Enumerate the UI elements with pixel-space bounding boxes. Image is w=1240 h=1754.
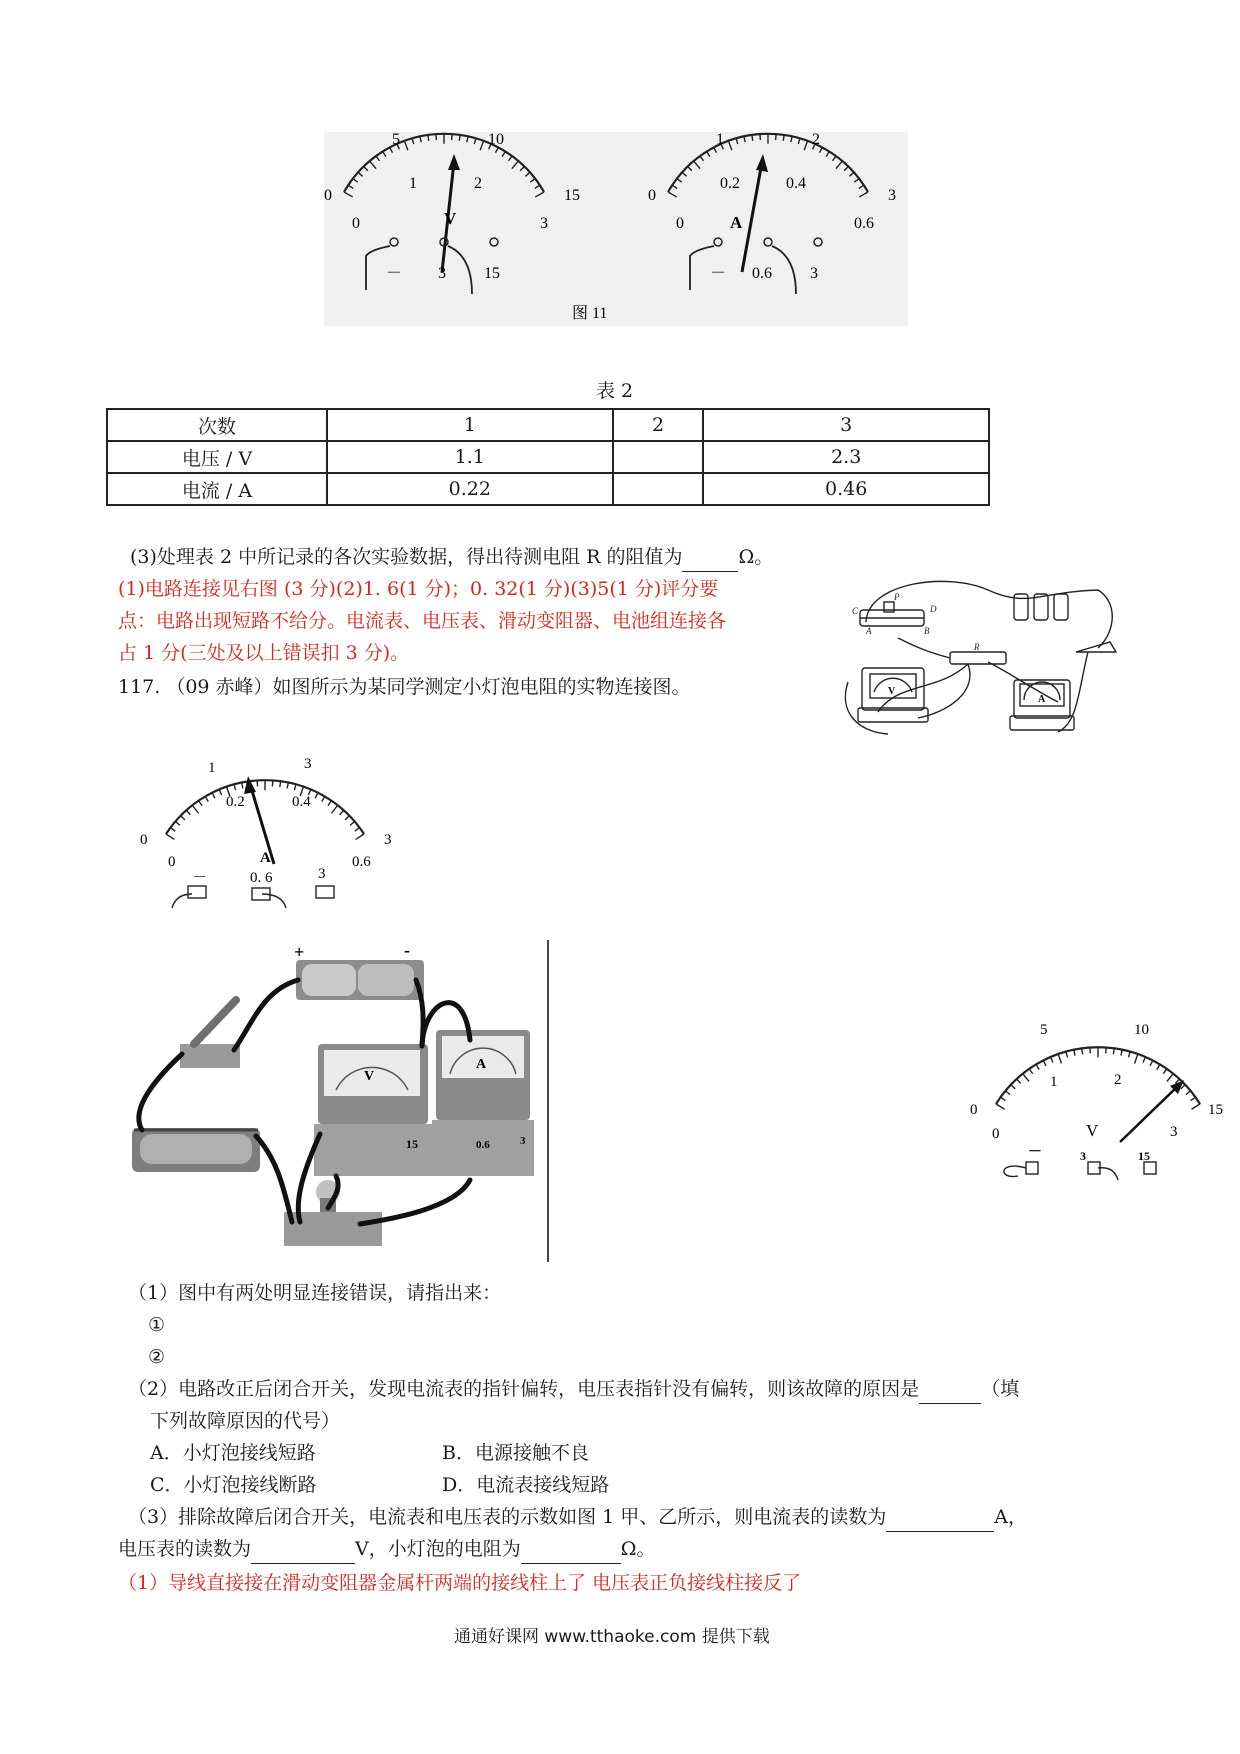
scale-tick xyxy=(1163,1069,1166,1074)
photo-ammeter-label: A xyxy=(476,1057,487,1072)
scale-tick xyxy=(1074,1050,1075,1056)
fig11-v-inner-2: 2 xyxy=(474,175,482,192)
small-ammeter-inner-1: 0.2 xyxy=(226,794,245,810)
question-1: （1）图中有两处明显连接错误，请指出来： xyxy=(128,1282,502,1304)
circuit-photo-svg xyxy=(124,940,540,1258)
scale-tick xyxy=(166,834,174,839)
right-voltmeter-inner-3: 3 xyxy=(1170,1124,1178,1140)
fig11-v-outer-0: 0 xyxy=(324,187,332,204)
scale-tick xyxy=(996,1104,1005,1109)
scale-tick xyxy=(1066,1052,1068,1058)
question-2-text: （2）电路改正后闭合开关，发现电流表的指针偏转，电压表指针没有偏转，则该故障的原因是 xyxy=(128,1378,920,1400)
circuit-photo xyxy=(124,940,540,1258)
right-voltmeter-inner-1: 1 xyxy=(1050,1074,1058,1090)
scale-tick xyxy=(480,141,483,150)
small-ammeter-inner-0: 0 xyxy=(168,854,176,870)
question-3-unit-a: A， xyxy=(994,1506,1027,1528)
scale-tick xyxy=(186,810,190,814)
fig11-a-inner-0: 0 xyxy=(676,215,684,232)
scale-tick xyxy=(242,783,243,789)
scale-tick xyxy=(1113,1048,1114,1054)
small-ammeter xyxy=(132,744,402,908)
scale-tick xyxy=(175,821,180,825)
scale-tick xyxy=(736,138,738,144)
fig11-a-term-1: 0.6 xyxy=(752,265,772,282)
question-2-blank xyxy=(919,1381,981,1404)
scale-tick xyxy=(390,147,393,152)
table-row xyxy=(107,409,989,441)
right-voltmeter-symbol: V xyxy=(1086,1121,1099,1140)
scale-tick xyxy=(791,136,792,142)
table2-title: 表 2 xyxy=(596,380,634,402)
scale-tick xyxy=(212,793,215,798)
table-cell: 1.1 xyxy=(327,441,613,473)
table-row xyxy=(107,441,989,473)
scale-tick xyxy=(677,179,682,183)
question-3-text: （3）排除故障后闭合开关，电流表和电压表的示数如图 1 甲、乙所示，则电流表的读数为 xyxy=(128,1506,887,1528)
question-2-end: （填 xyxy=(981,1378,1020,1400)
option-d: D．电流表接线短路 xyxy=(442,1474,610,1496)
scale-tick xyxy=(682,172,686,176)
figure-11 xyxy=(324,132,908,326)
option-c: C．小灯泡接线断路 xyxy=(150,1474,317,1496)
scale-tick xyxy=(798,138,800,144)
table-row xyxy=(107,473,989,505)
scale-tick xyxy=(287,783,288,789)
q3-text: (3)处理表 2 中所记录的各次实验数据，得出待测电阻 R 的阻值为 xyxy=(130,546,683,568)
fig11-a-outer-2: 2 xyxy=(812,132,820,148)
right-voltmeter-outer-2: 10 xyxy=(1134,1022,1149,1038)
scale-tick xyxy=(744,136,745,142)
photo-a-terminals: 0.6 xyxy=(476,1139,490,1151)
scale-tick xyxy=(199,801,202,806)
scale-tick xyxy=(1001,1097,1006,1100)
scale-tick xyxy=(1043,1060,1046,1065)
table-header-cell: 1 xyxy=(327,409,613,441)
question-3-voltage-text: 电压表的读数为 xyxy=(118,1538,252,1560)
question-2-line-1 xyxy=(128,1374,1019,1404)
table-cell: 2.3 xyxy=(703,441,989,473)
right-voltmeter-term-2: 15 xyxy=(1138,1149,1150,1163)
question-3-line-1 xyxy=(128,1502,1027,1532)
scale-tick xyxy=(1143,1057,1145,1063)
scale-tick xyxy=(420,136,421,142)
photo-a-terminal3: 3 xyxy=(520,1135,526,1147)
scale-tick xyxy=(1058,1054,1061,1063)
scale-tick xyxy=(1082,1048,1083,1054)
final-answer: （1）导线直接接在滑动变阻器金属杆两端的接线柱上了 电压表正负接线柱接反了 xyxy=(118,1572,802,1594)
fig11-v-term-0: － xyxy=(386,265,403,282)
scale-tick xyxy=(348,185,353,188)
scale-tick xyxy=(804,141,807,150)
photo-minus-label: - xyxy=(404,940,410,960)
scale-tick xyxy=(1192,1104,1201,1109)
right-voltmeter-outer-3: 15 xyxy=(1208,1102,1223,1118)
scale-tick xyxy=(535,185,540,188)
circuit-label-p: P xyxy=(894,592,900,602)
scale-tick xyxy=(205,796,208,801)
fig11-a-outer-1: 1 xyxy=(716,132,724,148)
answer-line-1: (1)电路连接见右图 (3 分)(2)1. 6(1 分)；0. 32(1 分)(3)5(1 分)评分要 xyxy=(118,578,719,600)
scale-tick xyxy=(1129,1052,1131,1058)
scale-tick xyxy=(707,151,710,156)
scale-tick xyxy=(859,185,864,188)
fig11-a-symbol: A xyxy=(730,213,743,232)
scale-tick xyxy=(512,161,518,169)
scale-tick xyxy=(688,166,692,170)
scale-tick xyxy=(181,816,185,820)
photo-plus-label: + xyxy=(294,942,305,962)
scale-tick xyxy=(495,147,498,152)
scale-tick xyxy=(356,834,364,839)
figure-11-svg xyxy=(324,132,908,326)
scale-tick xyxy=(364,166,368,170)
small-ammeter-outer-2: 3 xyxy=(304,756,312,772)
fig11-a-term-0: － xyxy=(710,265,727,282)
fig11-ammeter xyxy=(648,132,896,294)
scale-tick xyxy=(322,796,325,801)
scale-tick xyxy=(819,147,822,152)
small-ammeter-inner-3: 0.6 xyxy=(352,854,371,870)
scale-tick xyxy=(859,192,868,197)
photo-voltmeter-label: V xyxy=(364,1069,375,1084)
fig11-v-term-1: 3 xyxy=(438,265,446,282)
circuit-voltmeter-label: V xyxy=(888,686,896,697)
scale-tick xyxy=(1011,1085,1015,1089)
scale-tick xyxy=(530,179,535,183)
scale-tick xyxy=(467,136,468,142)
right-voltmeter-term-0: － xyxy=(1028,1145,1042,1160)
scale-tick xyxy=(844,166,848,170)
scale-tick xyxy=(328,801,331,806)
scale-tick xyxy=(700,156,704,161)
table-cell: 0.46 xyxy=(703,473,989,505)
scale-tick xyxy=(1036,1064,1039,1069)
right-voltmeter-outer-1: 5 xyxy=(1040,1022,1048,1038)
scale-tick xyxy=(315,793,318,798)
fig11-a-inner-1: 0.2 xyxy=(720,175,740,192)
scale-tick xyxy=(854,179,859,183)
small-ammeter-outer-3: 3 xyxy=(384,832,392,848)
answer-circuit-diagram xyxy=(838,572,1122,742)
fig11-a-inner-2: 0.4 xyxy=(786,175,806,192)
page-footer: 通通好课网 www.tthaoke.com 提供下载 xyxy=(454,1627,770,1647)
scale-tick xyxy=(535,192,544,197)
scale-tick xyxy=(1191,1097,1196,1100)
fig11-a-term-2: 3 xyxy=(810,265,818,282)
option-b: B．电源接触不良 xyxy=(442,1442,589,1464)
table-row-label: 电压 / V xyxy=(107,441,327,473)
scale-tick xyxy=(170,828,175,832)
scale-tick xyxy=(280,781,281,787)
circuit-label-a: A xyxy=(866,626,872,636)
fig11-v-outer-1: 5 xyxy=(392,132,400,148)
answer-line-3: 占 1 分(三处及以上错误扣 3 分)。 xyxy=(118,642,410,664)
scale-tick xyxy=(728,141,731,150)
scale-tick xyxy=(355,828,360,832)
fig11-a-outer-3: 3 xyxy=(888,187,896,204)
scale-tick xyxy=(508,156,512,161)
fig11-caption: 图 11 xyxy=(572,305,608,322)
scale-tick xyxy=(383,151,386,156)
table-header-cell: 次数 xyxy=(107,409,327,441)
q3-unit: Ω。 xyxy=(738,546,774,568)
scale-tick xyxy=(1051,1057,1053,1063)
scale-tick xyxy=(826,151,829,156)
fig11-v-inner-0: 0 xyxy=(352,215,360,232)
answer-circuit-svg xyxy=(838,572,1122,742)
question-2-line-2: 下列故障原因的代号） xyxy=(150,1410,341,1432)
scale-tick xyxy=(783,135,784,141)
scale-tick xyxy=(219,789,221,795)
right-voltmeter-term-1: 3 xyxy=(1080,1149,1086,1163)
question-3-unit-v: V，小灯泡的电阻为 xyxy=(355,1538,521,1560)
scale-tick xyxy=(694,161,700,169)
table-row-label: 电流 / A xyxy=(107,473,327,505)
scale-tick xyxy=(1157,1064,1160,1069)
scale-tick xyxy=(404,141,407,150)
table-header-cell: 3 xyxy=(703,409,989,441)
scale-tick xyxy=(370,161,376,169)
voltage-blank xyxy=(251,1541,355,1564)
question-3-line-2 xyxy=(118,1534,656,1564)
fig11-a-inner-3: 0.6 xyxy=(854,215,874,232)
right-voltmeter-outer-0: 0 xyxy=(970,1102,978,1118)
scale-tick xyxy=(832,156,836,161)
fig11-a-outer-0: 0 xyxy=(648,187,656,204)
scale-tick xyxy=(1135,1054,1138,1063)
answer-line-2: 点：电路出现短路不给分。电流表、电压表、滑动变阻器、电池组连接各 xyxy=(118,610,727,632)
q3-blank xyxy=(682,549,738,572)
scale-tick xyxy=(353,179,358,183)
fig11-v-symbol: V xyxy=(444,209,457,228)
scale-tick xyxy=(1023,1074,1029,1082)
table-2 xyxy=(106,408,990,506)
small-ammeter-symbol: A xyxy=(260,850,271,866)
fig11-v-outer-3: 15 xyxy=(564,187,580,204)
scale-tick xyxy=(672,185,677,188)
right-voltmeter xyxy=(968,1020,1230,1180)
scale-tick xyxy=(520,166,524,170)
scale-tick xyxy=(358,172,362,176)
scale-tick xyxy=(234,784,236,790)
current-blank xyxy=(886,1509,994,1532)
q3-line xyxy=(130,542,773,572)
table-cell: 0.22 xyxy=(327,473,613,505)
right-voltmeter-inner-2: 2 xyxy=(1114,1072,1122,1088)
scale-tick xyxy=(344,192,353,197)
scale-tick xyxy=(345,816,349,820)
scale-tick xyxy=(668,192,677,197)
scale-tick xyxy=(752,135,753,141)
question-1-a: ① xyxy=(148,1314,166,1336)
fig11-v-inner-3: 3 xyxy=(540,215,548,232)
scale-tick xyxy=(428,135,429,141)
small-ammeter-term-0: － xyxy=(192,870,208,886)
scale-tick xyxy=(502,151,505,156)
scale-tick xyxy=(1029,1069,1032,1074)
small-ammeter-outer-0: 0 xyxy=(140,832,148,848)
circuit-ammeter-label: A xyxy=(1038,694,1046,705)
scale-tick xyxy=(340,810,344,814)
scale-tick xyxy=(1121,1050,1122,1056)
scale-tick xyxy=(525,172,529,176)
scale-tick xyxy=(1017,1079,1021,1083)
fig11-voltmeter xyxy=(324,132,580,294)
scale-tick xyxy=(350,821,355,825)
scale-tick xyxy=(376,156,380,161)
right-voltmeter-svg xyxy=(968,1020,1230,1180)
scale-tick xyxy=(1150,1060,1153,1065)
resistance-blank xyxy=(521,1541,621,1564)
small-ammeter-term-2: 3 xyxy=(318,866,326,882)
small-ammeter-outer-1: 1 xyxy=(208,760,216,776)
scale-tick xyxy=(1167,1074,1173,1082)
scale-tick xyxy=(714,147,717,152)
table-header-cell: 2 xyxy=(613,409,704,441)
scale-tick xyxy=(332,805,338,813)
circuit-label-c: C xyxy=(852,606,859,616)
photo-divider xyxy=(547,940,549,1262)
fig11-v-term-2: 15 xyxy=(484,265,500,282)
question-1-b: ② xyxy=(148,1346,166,1368)
option-a: A．小灯泡接线短路 xyxy=(150,1442,316,1464)
photo-v-terminal: 15 xyxy=(406,1137,418,1151)
circuit-label-r: R xyxy=(974,642,980,652)
scale-tick xyxy=(836,161,842,169)
small-ammeter-svg xyxy=(132,744,402,908)
scale-tick xyxy=(294,784,296,790)
scale-tick xyxy=(192,805,198,813)
scale-tick xyxy=(1005,1091,1010,1095)
question-3-unit-o: Ω。 xyxy=(620,1538,656,1560)
circuit-label-b: B xyxy=(924,626,930,636)
fig11-v-outer-2: 10 xyxy=(488,132,504,148)
fig11-v-inner-1: 1 xyxy=(409,175,417,192)
table-cell xyxy=(613,473,704,505)
scale-tick xyxy=(849,172,853,176)
right-voltmeter-inner-0: 0 xyxy=(992,1126,1000,1142)
circuit-label-d: D xyxy=(930,604,937,614)
scale-tick xyxy=(412,138,414,144)
table-cell xyxy=(613,441,704,473)
scale-tick xyxy=(459,135,460,141)
scale-tick xyxy=(1186,1091,1191,1095)
small-ammeter-inner-2: 0.4 xyxy=(292,794,311,810)
scale-tick xyxy=(474,138,476,144)
q117-stem: 117. （09 赤峰）如图所示为某同学测定小灯泡电阻的实物连接图。 xyxy=(118,676,691,698)
small-ammeter-term-1: 0. 6 xyxy=(250,870,273,886)
